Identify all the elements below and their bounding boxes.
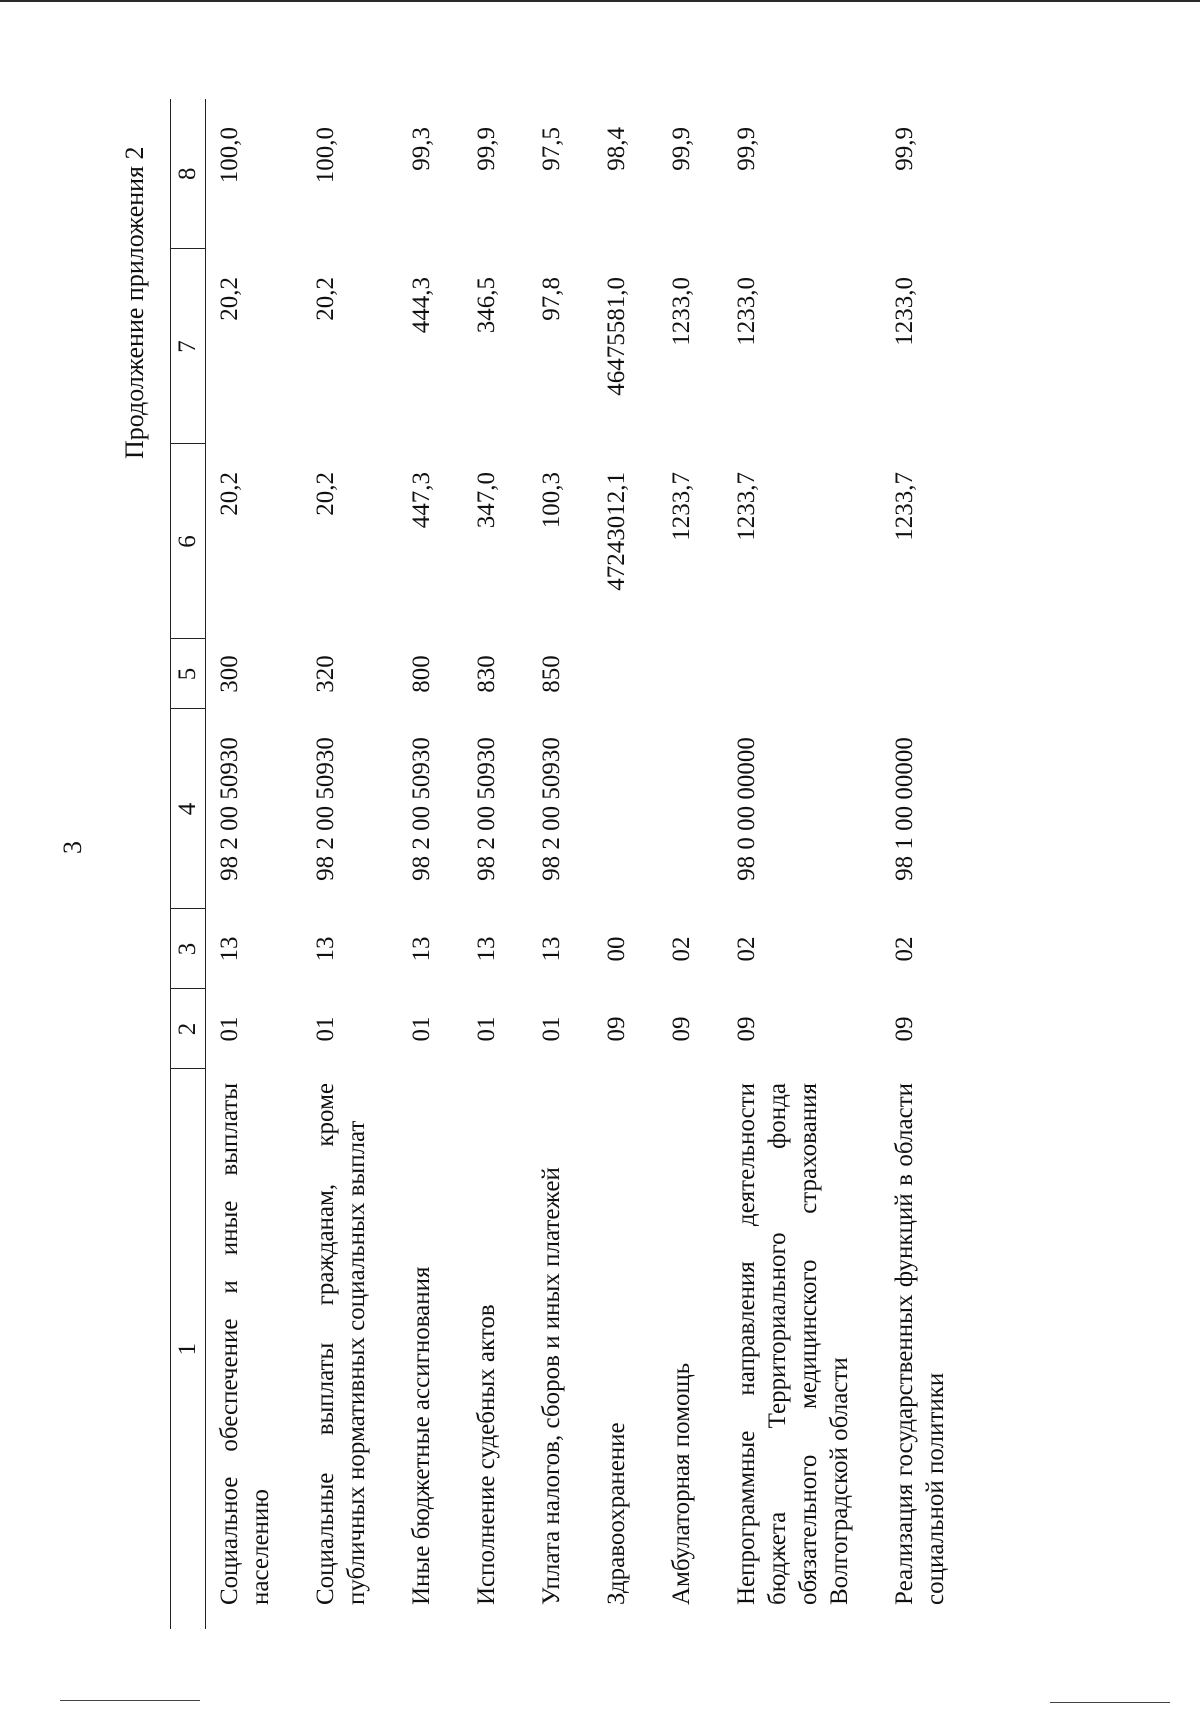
- cell-actual: 20,2: [312, 277, 339, 321]
- cell-actual: 97,8: [538, 277, 565, 321]
- cell-expense-type: [593, 639, 658, 709]
- table-row: [881, 99, 977, 1629]
- row-name: Социальные выплаты гражданам, кроме публичных нормативных социальных выплат: [312, 1083, 370, 1605]
- column-header: 2: [171, 989, 206, 1069]
- cell-actual: 46475581,0: [603, 277, 630, 396]
- table-row: [658, 99, 723, 1629]
- cell-target-code: 98 0 00 00000: [733, 737, 760, 881]
- cell-section: 01: [473, 1016, 500, 1042]
- cell-section: 09: [891, 1016, 918, 1042]
- cell-section: 09: [603, 1016, 630, 1042]
- table-row: [302, 99, 398, 1629]
- table-row: [206, 99, 303, 1629]
- cell-percent: 99,9: [668, 127, 695, 171]
- cell-percent: 100,0: [312, 127, 339, 184]
- cell-subsection: 13: [538, 936, 565, 962]
- column-header: 6: [171, 444, 206, 639]
- column-header: 1: [171, 1069, 206, 1629]
- row-name: Непрограммные направления деятельности бюджета Территориального фонда обязательного медицинского страхования Волгоградской области: [733, 1083, 853, 1605]
- cell-subsection: 13: [408, 936, 435, 962]
- cell-section: 09: [668, 1016, 695, 1042]
- cell-section: 01: [538, 1016, 565, 1042]
- cell-planned: 1233,7: [891, 472, 918, 541]
- table-row: [398, 99, 463, 1629]
- table-row: [528, 99, 593, 1629]
- cell-percent: 99,9: [473, 127, 500, 171]
- cell-subsection: 02: [733, 936, 760, 962]
- cell-percent: 99,3: [408, 127, 435, 171]
- cell-actual: 1233,0: [891, 277, 918, 346]
- column-header: 4: [171, 709, 206, 909]
- cell-planned: 47243012,1: [603, 472, 630, 591]
- cell-target-code: [658, 709, 723, 909]
- column-header: 7: [171, 249, 206, 444]
- cell-target-code: 98 2 00 50930: [312, 737, 339, 881]
- cell-planned: 100,3: [538, 472, 565, 529]
- cell-actual: 444,3: [408, 277, 435, 334]
- cell-expense-type: 300: [216, 655, 243, 693]
- cell-planned: 20,2: [312, 472, 339, 516]
- row-name: Амбулаторная помощь: [668, 1362, 695, 1605]
- cell-actual: 20,2: [216, 277, 243, 321]
- cell-planned: 1233,7: [668, 472, 695, 541]
- cell-target-code: 98 2 00 50930: [216, 737, 243, 881]
- header-row: [171, 99, 206, 1629]
- cell-percent: 97,5: [538, 127, 565, 171]
- cell-subsection: 00: [603, 936, 630, 962]
- table-row: [723, 99, 881, 1629]
- cell-section: 01: [216, 1016, 243, 1042]
- cell-expense-type: 850: [538, 655, 565, 693]
- cell-planned: 347,0: [473, 472, 500, 529]
- cell-planned: 1233,7: [733, 472, 760, 541]
- table-row: [593, 99, 658, 1629]
- cell-planned: 20,2: [216, 472, 243, 516]
- cell-subsection: 13: [473, 936, 500, 962]
- cell-actual: 346,5: [473, 277, 500, 334]
- column-header: 3: [171, 909, 206, 989]
- row-name: Исполнение судебных актов: [473, 1304, 500, 1605]
- column-header: 8: [171, 99, 206, 249]
- cell-subsection: 02: [668, 936, 695, 962]
- cell-target-code: [593, 709, 658, 909]
- cell-actual: 1233,0: [668, 277, 695, 346]
- cell-expense-type: [881, 639, 977, 709]
- cell-section: 01: [312, 1016, 339, 1042]
- column-header: 5: [171, 639, 206, 709]
- row-name: Здравоохранение: [603, 1422, 630, 1605]
- appendix-caption: Продолжение приложения 2: [120, 146, 149, 459]
- cell-subsection: 02: [891, 936, 918, 962]
- cell-expense-type: 830: [473, 655, 500, 693]
- row-name: Уплата налогов, сборов и иных платежей: [538, 1167, 565, 1605]
- row-name: Иные бюджетные ассигнования: [408, 1266, 435, 1605]
- cell-percent: 98,4: [603, 127, 630, 171]
- cell-expense-type: 800: [408, 655, 435, 693]
- cell-planned: 447,3: [408, 472, 435, 529]
- cell-expense-type: [723, 639, 881, 709]
- cell-target-code: 98 1 00 00000: [891, 737, 918, 881]
- table-row: [463, 99, 528, 1629]
- cell-expense-type: [658, 639, 723, 709]
- cell-target-code: 98 2 00 50930: [473, 737, 500, 881]
- cell-percent: 99,9: [733, 127, 760, 171]
- cell-target-code: 98 2 00 50930: [538, 737, 565, 881]
- cell-actual: 1233,0: [733, 277, 760, 346]
- cell-section: 01: [408, 1016, 435, 1042]
- cell-target-code: 98 2 00 50930: [408, 737, 435, 881]
- row-name: Реализация государственных функций в области социальной политики: [891, 1083, 949, 1605]
- cell-percent: 100,0: [216, 127, 243, 184]
- cell-subsection: 13: [312, 936, 339, 962]
- budget-table: [170, 99, 977, 1629]
- cell-expense-type: 320: [312, 655, 339, 693]
- cell-section: 09: [733, 1016, 760, 1042]
- row-name: Социальное обеспечение и иные выплаты населению: [216, 1083, 274, 1605]
- cell-percent: 99,9: [891, 127, 918, 171]
- cell-subsection: 13: [216, 936, 243, 962]
- page-number: 3: [58, 841, 87, 854]
